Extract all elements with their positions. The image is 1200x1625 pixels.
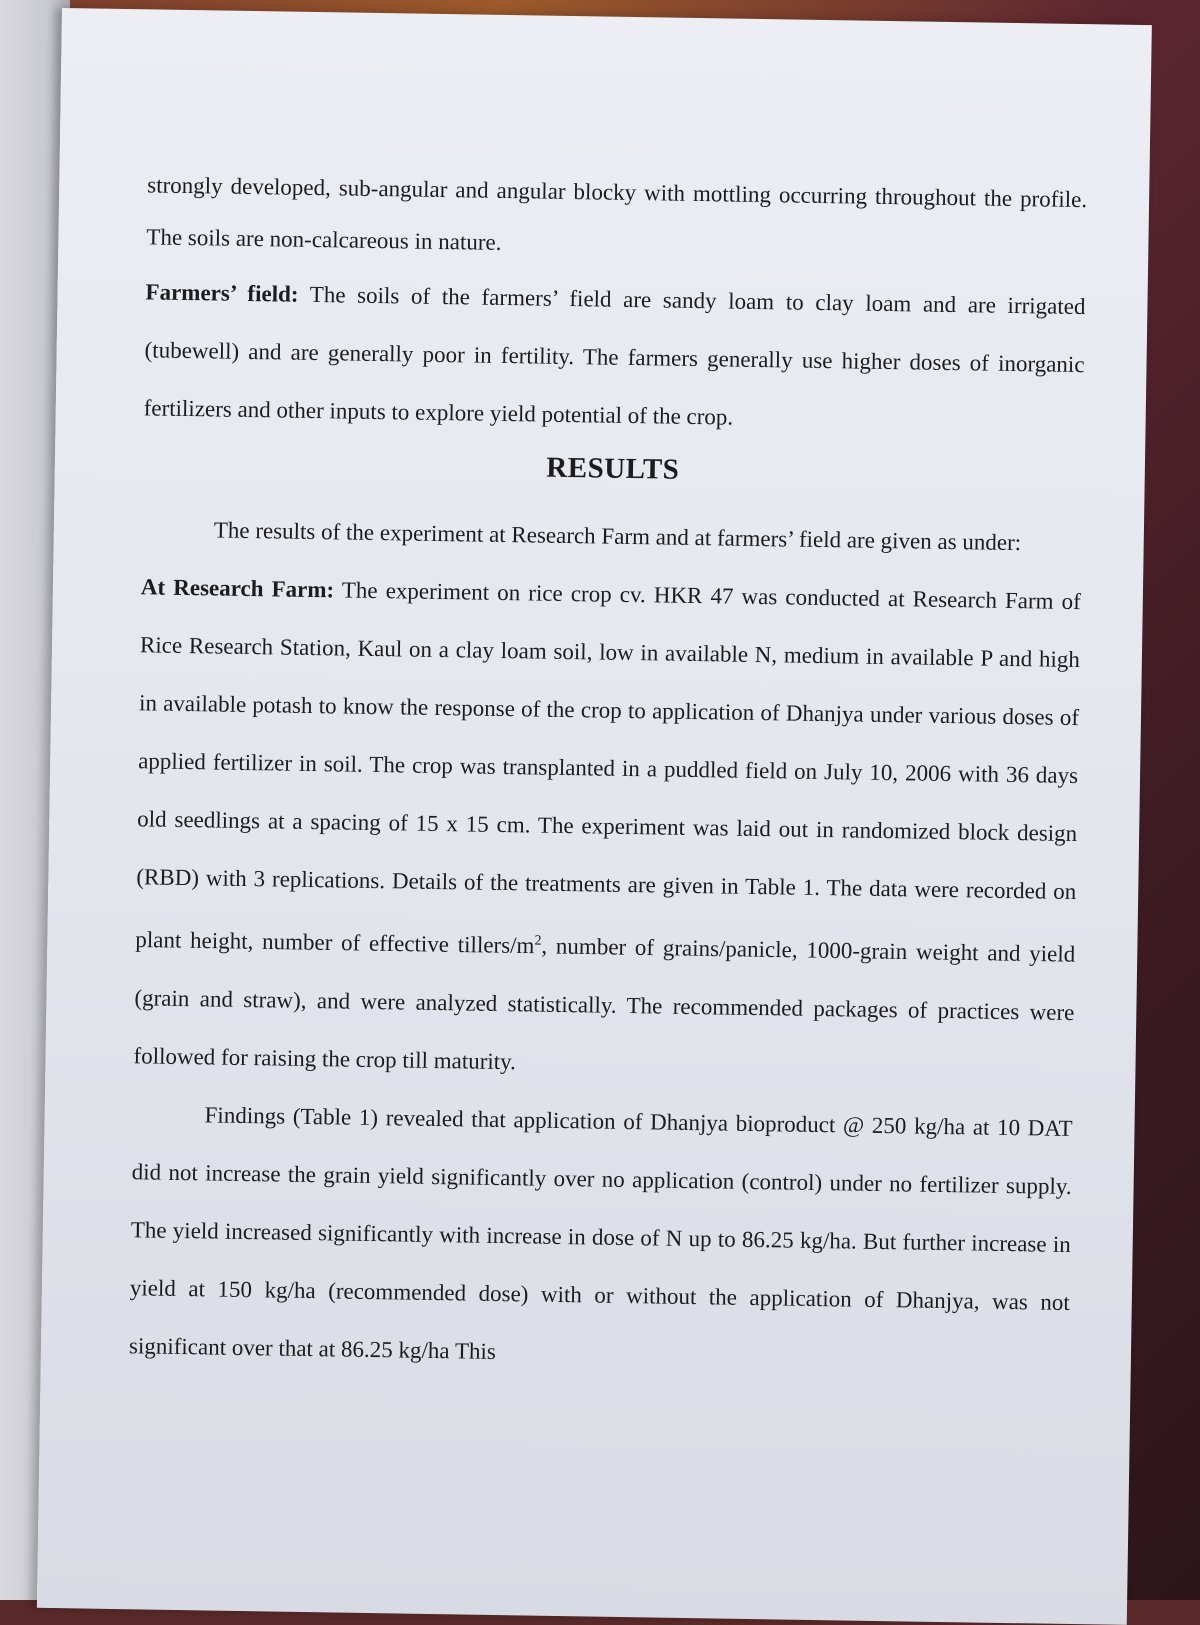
paragraph-text: , number of grains/panicle, 1000-grain weight and yield (grain and straw), and were analyzed statistically. The recommended packages of practices were followed for raising the crop till maturity.: [133, 933, 1076, 1074]
paragraph-text: strongly developed, sub-angular and angular blocky with mottling occurring throughout the profile. The soils are non-calcareous in nature.: [146, 172, 1088, 255]
paragraph-heading: Farmers’ field:: [145, 279, 299, 307]
page-content: [129, 159, 1088, 1389]
paragraph-findings: [129, 1085, 1073, 1390]
paragraph-soil-profile: [146, 159, 1088, 278]
paragraph-research-farm: [133, 558, 1081, 1099]
paragraph-heading: At Research Farm:: [140, 574, 335, 603]
paragraph-text: Findings (Table 1) revealed that application of Dhanjya bioproduct @ 250 kg/ha at 10 DAT did not increase the grain yield significantly over no application (control) under no fertilizer supply. The yield increased significantly with increase in dose of N up to 86.25 kg/ha. But further increase in yield at 150 kg/ha (recommended dose) with or without the application of Dhanjya, was not significant over that at 86.25 kg/ha This: [128, 1102, 1073, 1364]
paragraph-farmers-field: [143, 263, 1086, 452]
superscript: 2: [534, 933, 542, 949]
paragraph-text: The results of the experiment at Research Farm and at farmers’ field are given as under:: [213, 517, 1022, 556]
paragraph-text: The experiment on rice crop cv. HKR 47 was conducted at Research Farm of Rice Research Station, Kaul on a clay loam soil, low in available N, medium in available P and high in available potash to know the response of the crop to application of Dhanjya under various doses of applied fertilizer in soil. The crop was transplanted in a puddled field on July 10, 2006 with 36 days old seedlings at a spacing of 15 x 15 cm. The experiment was laid out in randomized block design (RBD) with 3 replications. Details of the treatments are given in Table 1. The data were recorded on plant height, number of effective tillers/m: [135, 577, 1081, 959]
section-heading-results: RESULTS: [546, 451, 680, 486]
paragraph-text: The soils of the farmers’ field are sandy loam to clay loam and are irrigated (tubewell) and are generally poor in fertility. The farmers generally use higher doses of inorganic fertilizers and other inputs to explore yield potential of the crop.: [143, 281, 1086, 430]
document-page: [37, 8, 1152, 1625]
